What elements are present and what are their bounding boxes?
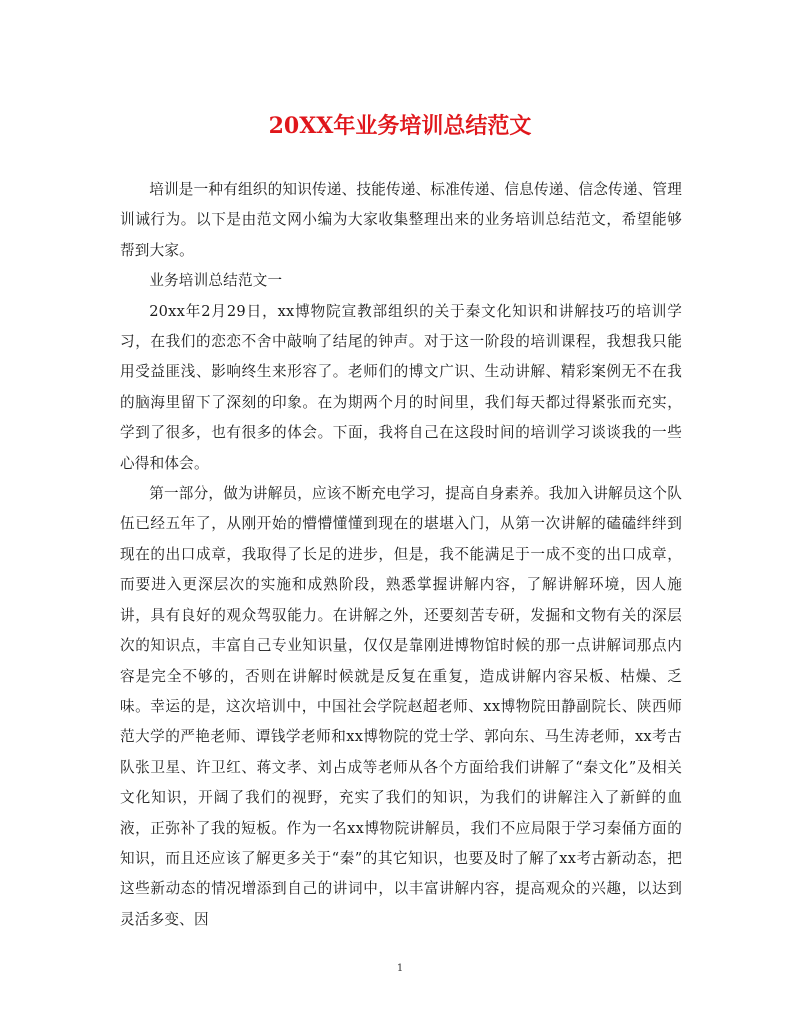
section-heading: 业务培训总结范文一 (149, 272, 283, 290)
page-number: 1 (396, 963, 404, 974)
document-title: 20XX年业务培训总结范文 (268, 113, 532, 139)
paragraph-part-one: 第一部分，做为讲解员，应该不断充电学习，提高自身素养。我加入讲解员这个队伍已经五年了，从刚开始的懵懵懂懂到现在的堪堪入门，从第一次讲解的磕磕绊绊到现在的出口成章，我取得了长足的进步，但是，我不能满足于一成不变的出口成章，而要进入更深层次的实施和成熟阶段，熟悉掌握讲解内容，了解讲解环境，因人施讲，具有良好的观众驾驭能力。在讲解之外，还要刻苦专研，发掘和文物有关的深层次的知识点，丰富自己专业知识量，仅仅是靠刚进博物馆时候的那一点讲解词那点内容是完全不够的，否则在讲解时候就是反复在重复，造成讲解内容呆板、枯燥、乏味。幸运的是，这次培训中，中国社会学院赵超老师、xx博物院田静副院长、陕西师范大学的严艳老师、谭钱学老师和xx博物院的党士学、郭向东、马生涛老师，xx考古队张卫星、许卫红、蒋文孝、刘占成等老师从各个方面给我们讲解了“秦文化”及相关文化知识，开阔了我们的视野，充实了我们的知识，为我们的讲解注入了新鲜的血液，正弥补了我的短板。作为一名xx博物院讲解员，我们不应局限于学习秦俑方面的知识，而且还应该了解更多关于“秦”的其它知识，也要及时了解了xx考古新动态，把这些新动态的情况增添到自己的讲词中，以丰富讲解内容，提高观众的兴趣，以达到灵活多变、因 (120, 485, 682, 928)
paragraph-training-summary: 20xx年2月29日，xx博物院宣教部组织的关于秦文化知识和讲解技巧的培训学习，在我们的恋恋不舍中敲响了结尾的钟声。对于这一阶段的培训课程，我想我只能用受益匪浅、影响终生来形容了。老师们的博文广识、生动讲解、精彩案例无不在我的脑海里留下了深刻的印象。在为期两个月的时间里，我们每天都过得紧张而充实，学到了很多，也有很多的体会。下面，我将自己在这段时间的培训学习谈谈我的一些心得和体会。 (120, 302, 682, 472)
document-body (120, 175, 682, 935)
paragraph-intro: 培训是一种有组织的知识传递、技能传递、标准传递、信息传递、信念传递、管理训诫行为。以下是由范文网小编为大家收集整理出来的业务培训总结范文，希望能够帮到大家。 (120, 181, 682, 259)
